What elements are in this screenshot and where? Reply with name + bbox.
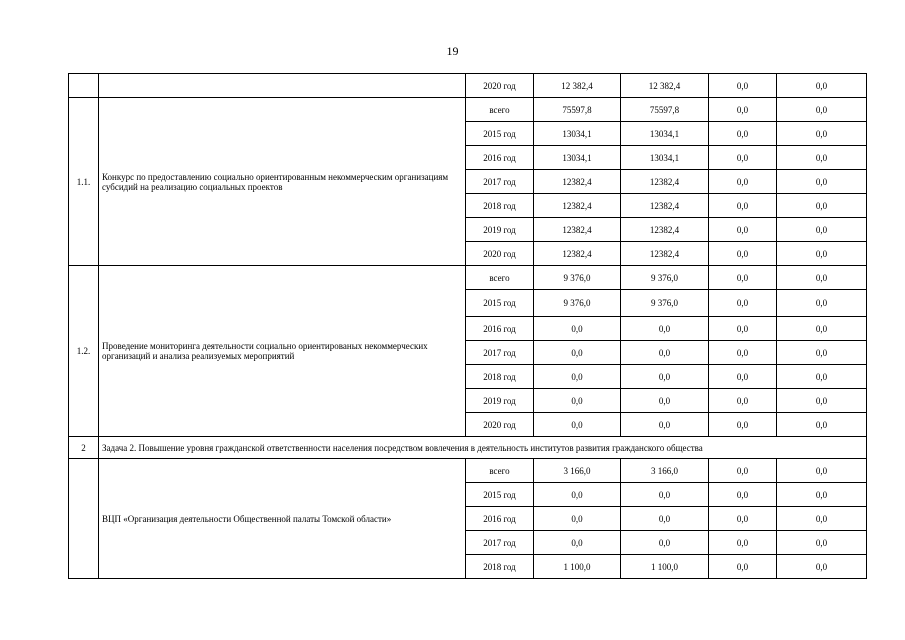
value-cell: 0,0: [777, 555, 867, 579]
value-cell: 0,0: [709, 218, 777, 242]
value-cell: 0,0: [709, 242, 777, 266]
value-cell: 13034,1: [621, 146, 709, 170]
year-cell: всего: [466, 98, 534, 122]
value-cell: 0,0: [621, 531, 709, 555]
item-number-cell: [69, 459, 99, 579]
value-cell: 75597,8: [534, 98, 621, 122]
value-cell: 0,0: [777, 242, 867, 266]
year-cell: 2020 год: [466, 242, 534, 266]
value-cell: 12 382,4: [534, 74, 621, 98]
year-cell: 2016 год: [466, 146, 534, 170]
budget-table: [68, 73, 867, 579]
year-cell: 2016 год: [466, 507, 534, 531]
value-cell: 0,0: [709, 98, 777, 122]
value-cell: 0,0: [777, 170, 867, 194]
value-cell: 0,0: [777, 74, 867, 98]
year-cell: 2015 год: [466, 290, 534, 317]
value-cell: 0,0: [621, 483, 709, 507]
value-cell: 0,0: [534, 389, 621, 413]
item-name-cell: Проведение мониторинга деятельности социально ориентированых некоммерческих организаций и анализа реализуемых мероприятий: [99, 266, 466, 437]
value-cell: 0,0: [777, 194, 867, 218]
value-cell: 0,0: [709, 266, 777, 290]
value-cell: 0,0: [777, 531, 867, 555]
value-cell: 0,0: [709, 365, 777, 389]
value-cell: 0,0: [621, 413, 709, 437]
value-cell: 0,0: [777, 389, 867, 413]
year-cell: 2017 год: [466, 531, 534, 555]
value-cell: 0,0: [709, 507, 777, 531]
year-cell: 2019 год: [466, 389, 534, 413]
year-cell: 2020 год: [466, 413, 534, 437]
value-cell: 0,0: [709, 146, 777, 170]
year-cell: всего: [466, 459, 534, 483]
table-row: [69, 459, 867, 483]
value-cell: 0,0: [709, 170, 777, 194]
year-cell: 2020 год: [466, 74, 534, 98]
item-name-cell: Конкурс по предоставлению социально ориентированным некоммерческим организациям субсидий на реализацию социальных проектов: [99, 98, 466, 266]
value-cell: 0,0: [709, 459, 777, 483]
value-cell: 0,0: [709, 122, 777, 146]
value-cell: 0,0: [777, 317, 867, 341]
table-row: [69, 266, 867, 290]
value-cell: 0,0: [534, 413, 621, 437]
value-cell: 0,0: [709, 317, 777, 341]
value-cell: 0,0: [777, 483, 867, 507]
value-cell: 0,0: [621, 317, 709, 341]
value-cell: 12382,4: [621, 242, 709, 266]
value-cell: 0,0: [777, 341, 867, 365]
item-name-cell: ВЦП «Организация деятельности Общественной палаты Томской области»: [99, 459, 466, 579]
value-cell: 12382,4: [621, 218, 709, 242]
value-cell: 0,0: [777, 507, 867, 531]
value-cell: 0,0: [534, 341, 621, 365]
value-cell: 12382,4: [534, 194, 621, 218]
value-cell: 0,0: [534, 483, 621, 507]
task-title-cell: Задача 2. Повышение уровня гражданской ответственности населения посредством вовлечения в деятельность институтов развития гражданского общества: [99, 437, 867, 459]
year-cell: 2016 год: [466, 317, 534, 341]
value-cell: 12382,4: [621, 170, 709, 194]
item-number-cell: 1.1.: [69, 98, 99, 266]
table-row: [69, 98, 867, 122]
value-cell: 0,0: [534, 365, 621, 389]
value-cell: 0,0: [709, 74, 777, 98]
value-cell: 0,0: [709, 531, 777, 555]
value-cell: 0,0: [534, 317, 621, 341]
year-cell: 2018 год: [466, 194, 534, 218]
value-cell: 0,0: [777, 98, 867, 122]
value-cell: 12 382,4: [621, 74, 709, 98]
value-cell: 0,0: [777, 459, 867, 483]
value-cell: 3 166,0: [621, 459, 709, 483]
value-cell: 12382,4: [621, 194, 709, 218]
year-cell: 2018 год: [466, 365, 534, 389]
year-cell: 2015 год: [466, 483, 534, 507]
value-cell: 12382,4: [534, 170, 621, 194]
value-cell: 0,0: [709, 413, 777, 437]
value-cell: 9 376,0: [621, 290, 709, 317]
value-cell: 0,0: [777, 266, 867, 290]
year-cell: 2015 год: [466, 122, 534, 146]
value-cell: 0,0: [621, 341, 709, 365]
year-cell: 2018 год: [466, 555, 534, 579]
year-cell: 2017 год: [466, 341, 534, 365]
year-cell: всего: [466, 266, 534, 290]
value-cell: 12382,4: [534, 242, 621, 266]
value-cell: 0,0: [777, 146, 867, 170]
value-cell: 1 100,0: [621, 555, 709, 579]
value-cell: 75597,8: [621, 98, 709, 122]
value-cell: 0,0: [709, 341, 777, 365]
table-row: [69, 74, 867, 98]
value-cell: 0,0: [777, 365, 867, 389]
value-cell: 13034,1: [534, 122, 621, 146]
year-cell: 2017 год: [466, 170, 534, 194]
value-cell: 3 166,0: [534, 459, 621, 483]
value-cell: 0,0: [777, 413, 867, 437]
value-cell: 0,0: [621, 365, 709, 389]
year-cell: 2019 год: [466, 218, 534, 242]
value-cell: 12382,4: [534, 218, 621, 242]
page-number: 19: [446, 44, 459, 58]
value-cell: 0,0: [709, 389, 777, 413]
value-cell: 9 376,0: [621, 266, 709, 290]
value-cell: 1 100,0: [534, 555, 621, 579]
value-cell: 0,0: [709, 483, 777, 507]
value-cell: 0,0: [534, 507, 621, 531]
value-cell: 0,0: [777, 122, 867, 146]
value-cell: 0,0: [709, 555, 777, 579]
item-number-cell: 1.2.: [69, 266, 99, 437]
item-number-cell: [69, 74, 99, 98]
value-cell: 0,0: [621, 389, 709, 413]
task-row: [69, 437, 867, 459]
value-cell: 0,0: [709, 194, 777, 218]
value-cell: 0,0: [621, 507, 709, 531]
value-cell: 0,0: [777, 290, 867, 317]
value-cell: 0,0: [709, 290, 777, 317]
value-cell: 13034,1: [534, 146, 621, 170]
value-cell: 9 376,0: [534, 290, 621, 317]
value-cell: 0,0: [777, 218, 867, 242]
item-name-cell: [99, 74, 466, 98]
value-cell: 13034,1: [621, 122, 709, 146]
task-number-cell: 2: [69, 437, 99, 459]
value-cell: 0,0: [534, 531, 621, 555]
value-cell: 9 376,0: [534, 266, 621, 290]
